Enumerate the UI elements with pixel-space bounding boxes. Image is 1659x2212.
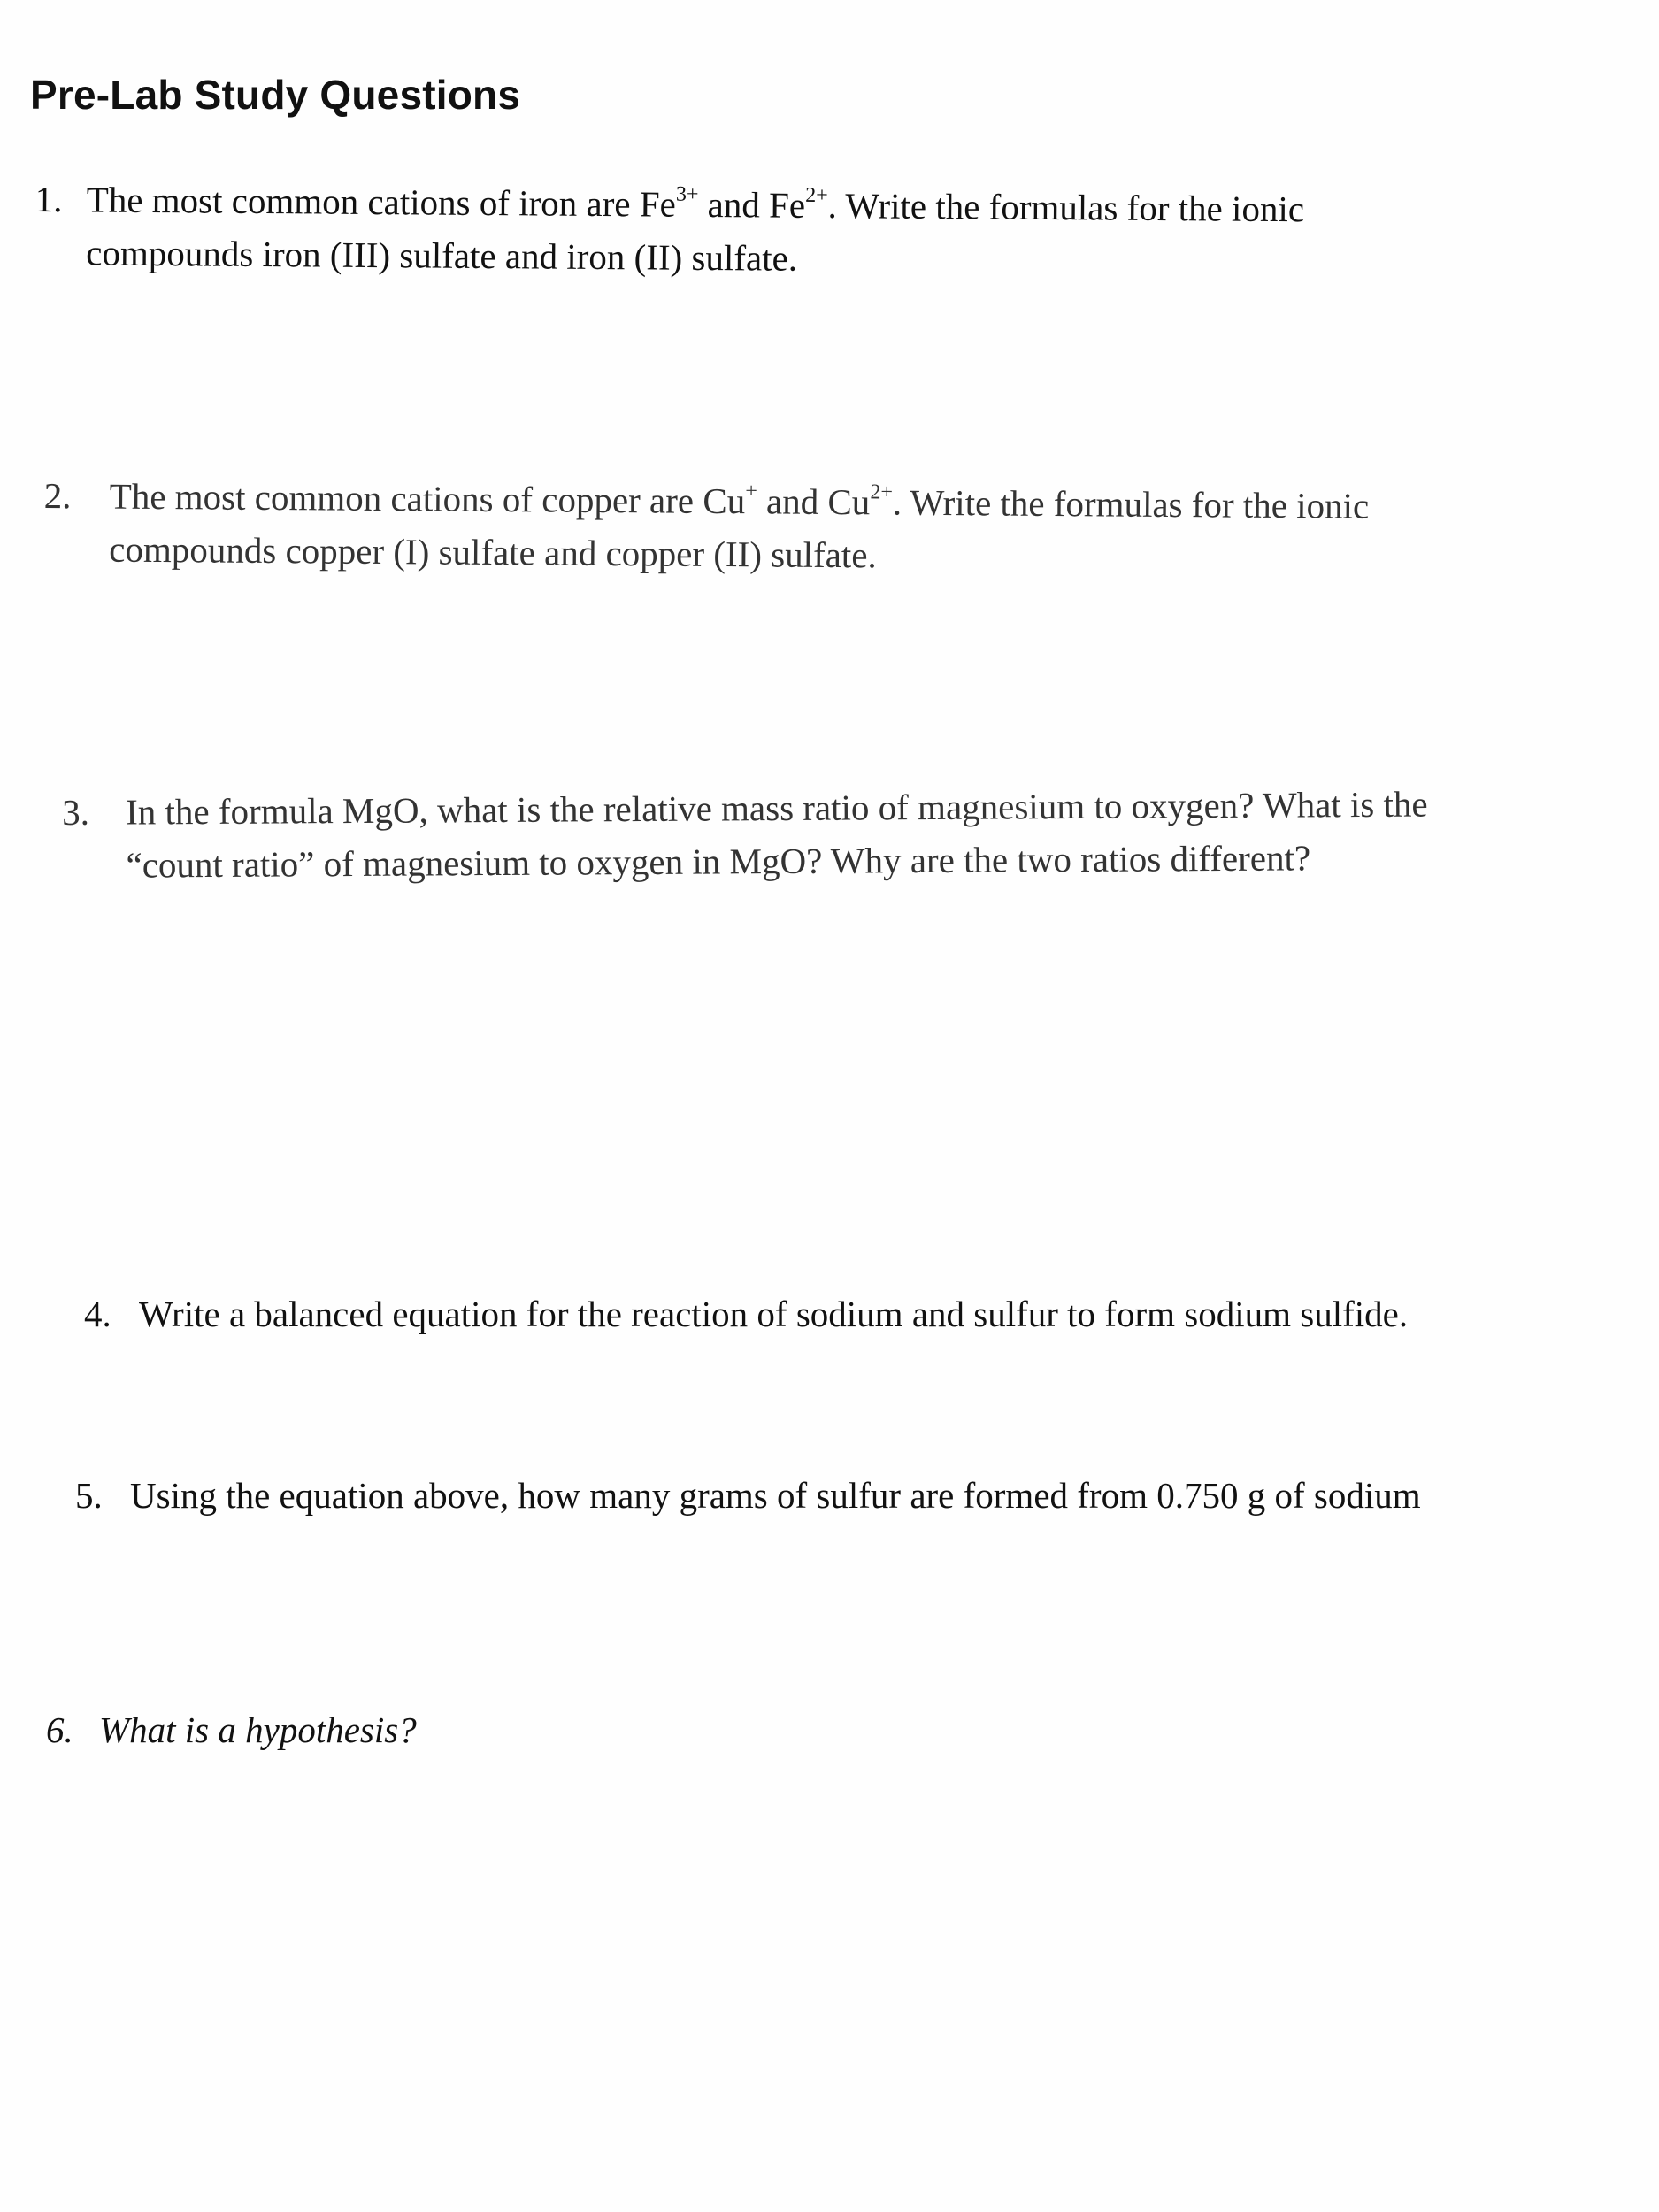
question-number: 2. (43, 474, 72, 517)
question-2 (43, 469, 1369, 586)
copper-2-plus-charge: 2+ (870, 480, 894, 504)
question-3-line-2: “count ratio” of magnesium to oxygen in MgO? Why are the two ratios different? (126, 837, 1311, 886)
question-number: 1. (35, 178, 63, 220)
question-4 (84, 1287, 1408, 1340)
question-number: 5. (75, 1475, 103, 1516)
question-2-line-1: The most common cations of copper are Cu+ and $Cu^{2+}$. Write the formulas for the ionic (109, 475, 1370, 526)
iron-3-plus-charge: 3+ (675, 182, 699, 206)
iron-2-plus-charge: 2+ (805, 183, 828, 208)
question-3 (62, 778, 1428, 892)
question-number: 3. (62, 791, 90, 833)
question-2-line-2: compounds copper (I) sulfate and copper (II) sulfate. (109, 528, 877, 576)
question-number: 6. (46, 1709, 73, 1750)
question-1 (35, 173, 1304, 288)
question-6 (46, 1703, 417, 1756)
question-3-line-1: In the formula MgO, what is the relative mass ratio of magnesium to oxygen? What is the (126, 783, 1428, 833)
question-4-line-1: Write a balanced equation for the reaction of sodium and sulfur to form sodium sulfide. (139, 1294, 1409, 1334)
page-title: Pre-Lab Study Questions (30, 72, 521, 118)
question-6-line-1: What is a hypothesis? (99, 1709, 417, 1750)
question-5-line-1: Using the equation above, how many grams of sulfur are formed from 0.750 g of sodium (130, 1475, 1421, 1516)
question-5 (75, 1469, 1421, 1522)
question-number: 4. (84, 1294, 111, 1334)
copper-1-plus-charge: + (745, 480, 757, 503)
question-1-line-1: The most common cations of iron are $Fe^{3+}$ and $Fe^{2+}$. Write the formulas for the ionic (86, 179, 1305, 230)
question-1-line-2: compounds iron (III) sulfate and iron (II) sulfate. (86, 232, 798, 279)
